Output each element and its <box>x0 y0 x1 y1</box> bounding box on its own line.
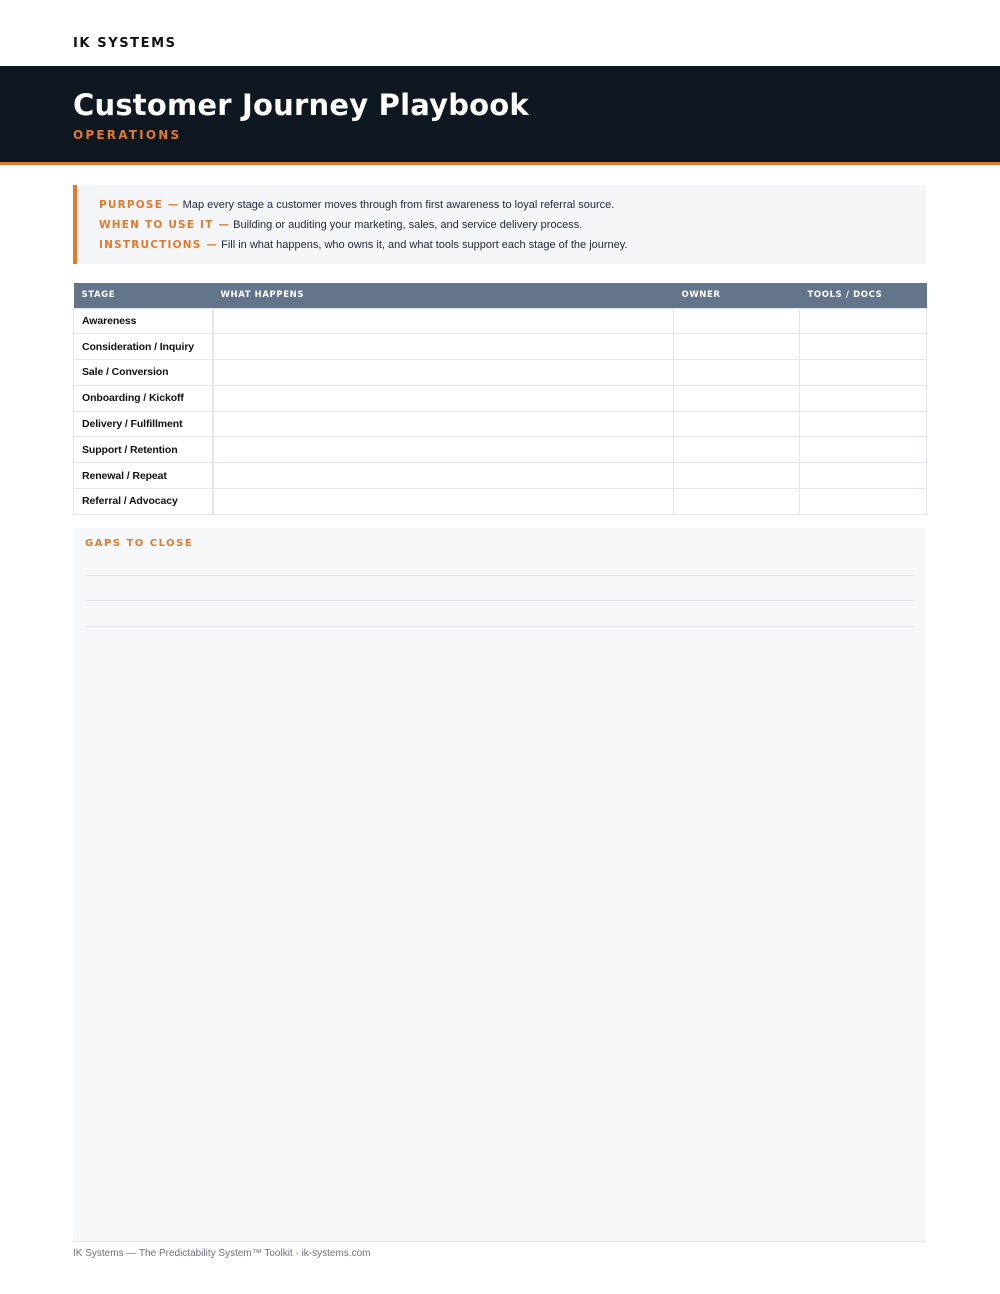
brand-name: IK SYSTEMS <box>73 36 177 51</box>
what-happens-cell[interactable] <box>213 360 674 386</box>
tools-docs-cell[interactable] <box>800 308 927 334</box>
tools-docs-cell[interactable] <box>800 463 927 489</box>
footer-divider <box>73 1241 926 1242</box>
stage-cell: Awareness <box>74 308 213 334</box>
tools-docs-cell[interactable] <box>800 385 927 411</box>
stage-cell: Delivery / Fulfillment <box>74 411 213 437</box>
column-header-what-happens: WHAT HAPPENS <box>213 283 674 308</box>
what-happens-cell[interactable] <box>213 489 674 515</box>
column-header-tools-docs: TOOLS / DOCS <box>800 283 927 308</box>
banner-accent-rule <box>0 162 1000 165</box>
what-happens-cell[interactable] <box>213 411 674 437</box>
stage-cell: Sale / Conversion <box>74 360 213 386</box>
journey-table <box>73 283 927 515</box>
what-happens-cell[interactable] <box>213 308 674 334</box>
owner-cell[interactable] <box>674 308 800 334</box>
info-purpose <box>99 196 926 216</box>
page-subtitle: OPERATIONS <box>73 128 182 142</box>
owner-cell[interactable] <box>674 360 800 386</box>
owner-cell[interactable] <box>674 463 800 489</box>
stage-cell: Consideration / Inquiry <box>74 334 213 360</box>
table-row <box>74 360 927 386</box>
table-row <box>74 334 927 360</box>
what-happens-cell[interactable] <box>213 437 674 463</box>
gaps-title: GAPS TO CLOSE <box>85 538 194 549</box>
table-row <box>74 463 927 489</box>
page-title: Customer Journey Playbook <box>73 88 529 122</box>
info-when-key: WHEN TO USE IT — <box>99 218 231 231</box>
tools-docs-cell[interactable] <box>800 437 927 463</box>
stage-cell: Onboarding / Kickoff <box>74 385 213 411</box>
table-row <box>74 489 927 515</box>
column-header-owner: OWNER <box>674 283 800 308</box>
footer-text: IK Systems — The Predictability System™ Toolkit · ik-systems.com <box>73 1248 371 1259</box>
table-row <box>74 385 927 411</box>
what-happens-cell[interactable] <box>213 385 674 411</box>
stage-cell: Renewal / Repeat <box>74 463 213 489</box>
owner-cell[interactable] <box>674 437 800 463</box>
info-purpose-text: Map every stage a customer moves through from first awareness to loyal referral source. <box>179 199 615 211</box>
what-happens-cell[interactable] <box>213 463 674 489</box>
table-header-row <box>74 283 927 308</box>
stage-cell: Referral / Advocacy <box>74 489 213 515</box>
info-when-text: Building or auditing your marketing, sales, and service delivery process. <box>230 218 583 231</box>
table-row <box>74 437 927 463</box>
table-row <box>74 411 927 437</box>
info-purpose-key: PURPOSE — <box>99 199 180 211</box>
info-when <box>99 216 926 236</box>
owner-cell[interactable] <box>674 489 800 515</box>
gap-writing-line <box>85 600 915 601</box>
table-row <box>74 308 927 334</box>
info-instructions-key: INSTRUCTIONS — <box>99 238 219 251</box>
gap-writing-line <box>85 626 915 627</box>
what-happens-cell[interactable] <box>213 334 674 360</box>
owner-cell[interactable] <box>674 334 800 360</box>
tools-docs-cell[interactable] <box>800 489 927 515</box>
tools-docs-cell[interactable] <box>800 334 927 360</box>
stage-cell: Support / Retention <box>74 437 213 463</box>
gaps-section[interactable] <box>73 528 926 1241</box>
info-box <box>73 185 926 264</box>
tools-docs-cell[interactable] <box>800 360 927 386</box>
info-instructions-text: Fill in what happens, who owns it, and what tools support each stage of the journey. <box>218 238 628 251</box>
owner-cell[interactable] <box>674 411 800 437</box>
column-header-stage: STAGE <box>74 283 213 308</box>
tools-docs-cell[interactable] <box>800 411 927 437</box>
gap-writing-line <box>85 575 915 576</box>
info-instructions <box>99 236 926 256</box>
owner-cell[interactable] <box>674 385 800 411</box>
